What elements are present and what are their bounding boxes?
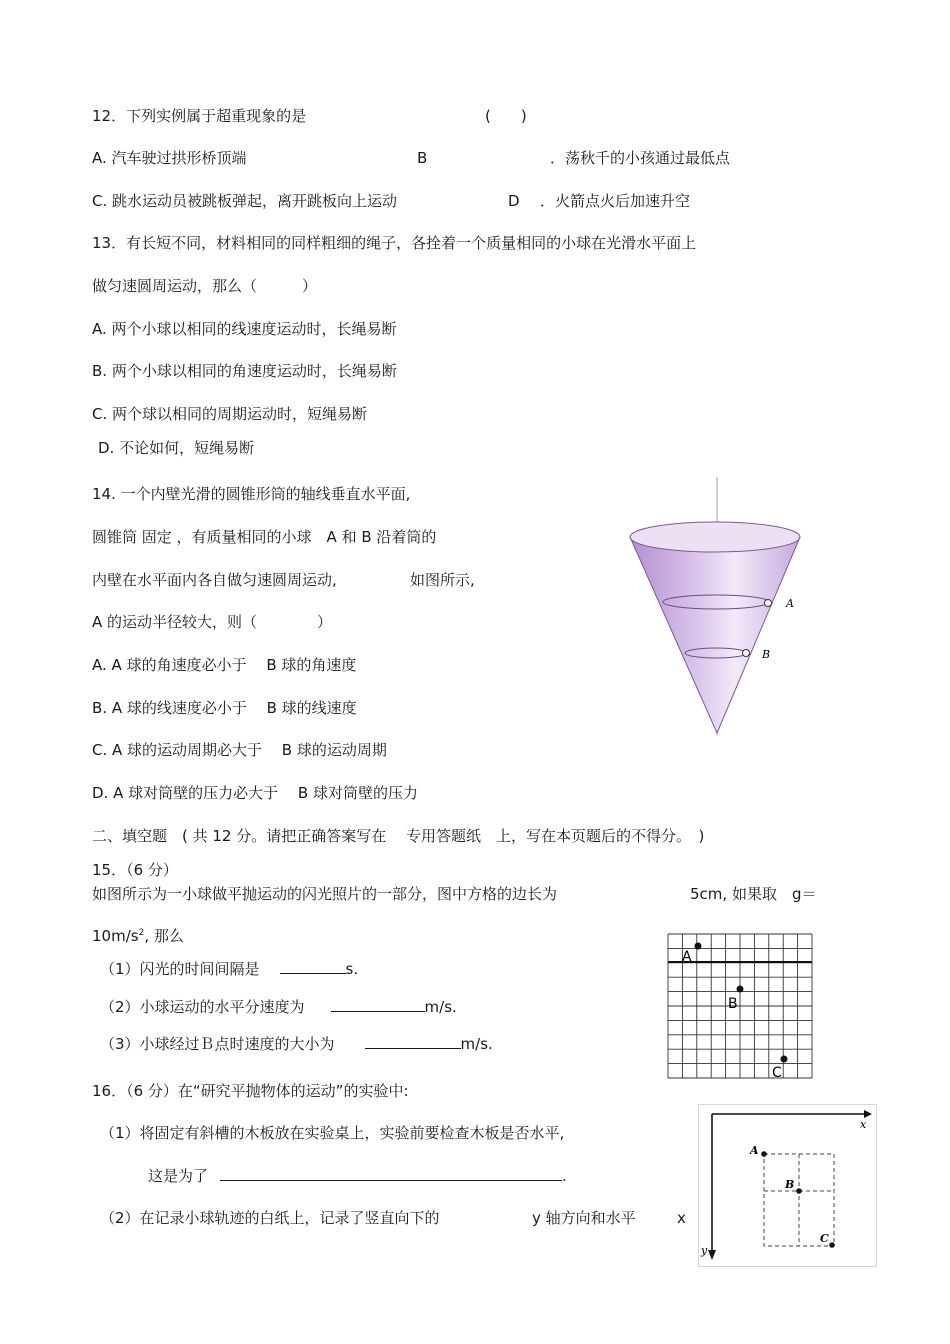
cone-figure: [620, 475, 810, 737]
ball-b: [743, 650, 750, 657]
q15-unit-exponent: 2: [138, 928, 145, 938]
grid-label-c: C: [772, 1065, 782, 1080]
q15-part3-unit: m/s.: [460, 1035, 493, 1053]
q16-part1b-end: .: [562, 1167, 567, 1185]
q16-part2b: y 轴方向和水平: [532, 1209, 636, 1227]
q16-part1b: [148, 1166, 567, 1186]
q15-stem-tail: , 那么: [144, 927, 184, 945]
q13-stem-line2: 做匀速圆周运动，那么（ ）: [92, 277, 318, 295]
ball-a: [765, 600, 772, 607]
label-b: B: [762, 648, 771, 661]
q12-option-c: C. 跳水运动员被跳板弹起，离开跳板向上运动: [92, 192, 398, 210]
section-heading: 二、填空题 ( 共 12 分。请把正确答案写在 专用答题纸 上，写在本页题后的不得分。 ): [92, 827, 705, 845]
q15-part1-unit: s.: [345, 960, 359, 978]
q14-stem-line1: 14. 一个内壁光滑的圆锥形筒的轴线垂直水平面,: [92, 485, 411, 503]
axes-point-c: [829, 1242, 835, 1248]
q12-option-d-letter: D: [508, 192, 520, 210]
axes-point-a: [761, 1151, 767, 1157]
grid-label-b: B: [728, 996, 738, 1012]
q15-stem-line2: [92, 923, 184, 946]
q12-option-a: A. 汽车驶过拱形桥顶端: [92, 149, 247, 167]
axis-label-x: x: [860, 1118, 867, 1131]
q15-part2: [100, 997, 457, 1017]
q15-part2-text: （2）小球运动的水平分速度为: [100, 998, 305, 1016]
axes-label-a: A: [750, 1144, 759, 1157]
q13-stem-line1: 13．有长短不同，材料相同的同样粗细的绳子，各拴着一个质量相同的小球在光滑水平面上: [92, 234, 697, 252]
q14-option-b: B. A 球的线速度必小于 B 球的线速度: [92, 699, 357, 717]
flash-grid-figure: [660, 928, 820, 1080]
axes-label-c: C: [820, 1232, 829, 1245]
point-b: [737, 986, 744, 993]
axis-label-y: y: [701, 1244, 708, 1257]
label-a: A: [786, 597, 794, 610]
q12-stem: 12．下列实例属于超重现象的是: [92, 107, 307, 125]
axes-point-b: [796, 1188, 802, 1194]
q15-part1-text: （1）闪光的时间间隔是: [100, 960, 260, 978]
q16-part2a: （2）在记录小球轨迹的白纸上，记录了竖直向下的: [100, 1209, 440, 1227]
q14-stem-line3a: 内壁在水平面内各自做匀速圆周运动,: [92, 571, 337, 589]
q14-stem-line3b: 如图所示,: [410, 571, 475, 589]
grid-label-a: A: [682, 949, 692, 965]
q15-part2-unit: m/s.: [424, 998, 457, 1016]
q15-stem-line1a: 如图所示为一小球做平抛运动的闪光照片的一部分，图中方格的边长为: [92, 885, 558, 903]
q14-option-a: A. A 球的角速度必小于 B 球的角速度: [92, 656, 357, 674]
x-axis-arrow-icon: [864, 1110, 872, 1118]
q15-part2-blank[interactable]: [331, 997, 425, 1012]
q15-part3: [100, 1034, 493, 1054]
q14-stem-line4: A 的运动半径较大，则（ ）: [92, 613, 333, 631]
q15-part3-blank[interactable]: [365, 1034, 461, 1049]
q15-stem-line1b: 5cm, 如果取 g＝: [690, 885, 817, 903]
q16-part2c: x: [677, 1209, 686, 1227]
y-axis-arrow-icon: [708, 1250, 716, 1260]
q12-answer-paren: ( ): [485, 107, 527, 125]
q12-option-b-letter: B: [417, 149, 428, 167]
q13-option-d: D. 不论如何，短绳易断: [98, 439, 255, 457]
axes-label-b: B: [785, 1178, 795, 1191]
q15-part1: [100, 959, 358, 979]
q16-part1: （1）将固定有斜槽的木板放在实验桌上，实验前要检查木板是否水平,: [100, 1124, 565, 1142]
q14-stem-line2: 圆锥筒 固定 ，有质量相同的小球 A 和 B 沿着筒的: [92, 528, 437, 546]
q16-stem: 16．（6 分）在“研究平抛物体的运动”的实验中:: [92, 1082, 409, 1100]
cone-body: [630, 537, 800, 733]
q15-head: 15．（6 分）: [92, 861, 178, 879]
q15-unit: 10m/s: [92, 927, 139, 945]
q16-part1-blank[interactable]: [220, 1166, 562, 1181]
cone-rim: [630, 522, 800, 552]
q15-part1-blank[interactable]: [280, 959, 346, 974]
q13-option-b: B. 两个小球以相同的角速度运动时，长绳易断: [92, 362, 397, 380]
point-a: [695, 943, 702, 950]
axes-figure: [698, 1104, 878, 1268]
q14-option-d: D. A 球对筒壁的压力必大于 B 球对筒壁的压力: [92, 784, 418, 802]
q12-option-d-text: ．火箭点火后加速升空: [540, 192, 691, 210]
q12-option-b-text: ．荡秋千的小孩通过最低点: [550, 149, 731, 167]
q13-option-c: C. 两个球以相同的周期运动时，短绳易断: [92, 405, 368, 423]
point-c: [781, 1056, 788, 1063]
q14-option-c: C. A 球的运动周期必大于 B 球的运动周期: [92, 741, 387, 759]
q16-part1b-text: 这是为了: [148, 1167, 209, 1185]
q13-option-a: A. 两个小球以相同的线速度运动时，长绳易断: [92, 320, 397, 338]
q15-part3-text: （3）小球经过Ｂ点时速度的大小为: [100, 1035, 335, 1053]
